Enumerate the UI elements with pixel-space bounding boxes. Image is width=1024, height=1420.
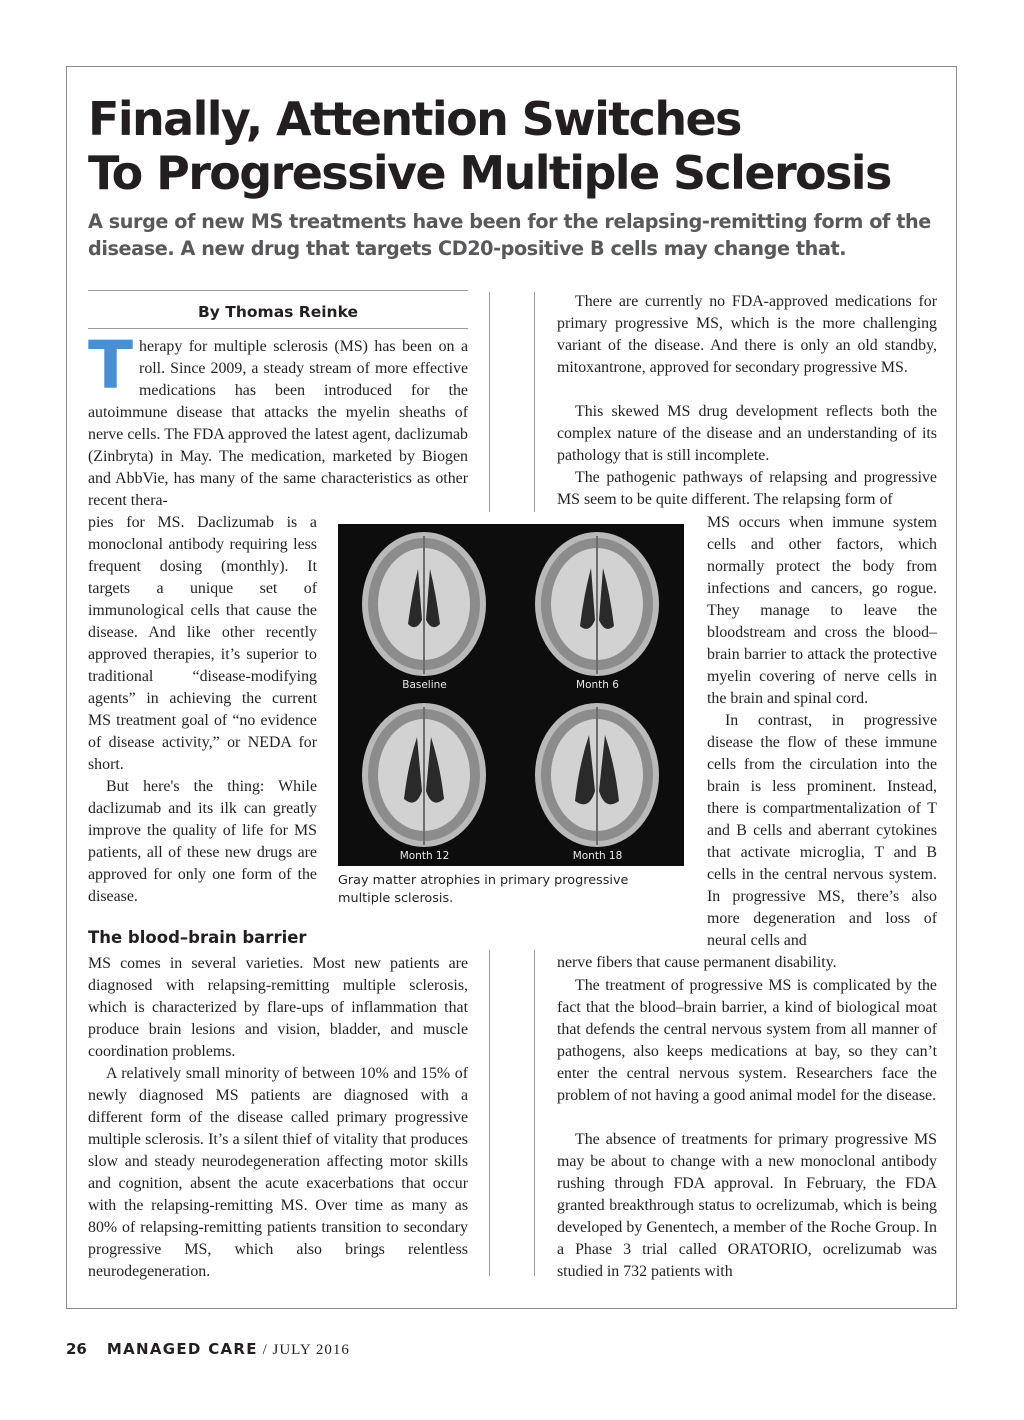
- scan-month-12: [338, 695, 511, 866]
- brain-scan-image: [338, 524, 511, 695]
- figure-caption: Gray matter atrophies in primary progressive multiple sclerosis.: [338, 873, 629, 906]
- byline: By Thomas Reinke: [197, 303, 358, 321]
- byline-rule-top: [88, 290, 468, 291]
- right-paragraph-2: This skewed MS drug development reflects both the complex nature of the disease and an understanding of its pathology that is still incomplete.: [557, 403, 937, 464]
- issue-date: / JULY 2016: [257, 1342, 350, 1358]
- right-paragraph-1: There are currently no FDA-approved medications for primary progressive MS, which is the more challenging variant of the disease. And there is only an old standby, mitoxantrone, approved for secondary progressive MS.: [557, 293, 937, 376]
- column-divider-top-right: [534, 292, 535, 512]
- intro-paragraph: [88, 327, 468, 512]
- article-subtitle: A surge of new MS treatments have been for the relapsing-remitting form of the disease. A new drug that targets CD20-positive B cells may change that.: [88, 210, 931, 260]
- column-divider-top: [489, 292, 490, 512]
- left-paragraph-1: MS comes in several varieties. Most new patients are diagnosed with relapsing-remitting multiple sclerosis, which is characterized by flare-ups of inflammation that produce brain lesions and vision, bladder, and muscle coordination problems.: [88, 955, 468, 1060]
- thing-paragraph: But here's the thing: While daclizumab and its ilk can greatly improve the quality of life for MS patients, all of these new drugs are approved for only one form of the disease.: [88, 778, 317, 905]
- scan-label-baseline: Baseline: [402, 679, 447, 691]
- dropcap-letter: T: [88, 327, 134, 404]
- page-footer: [66, 1340, 350, 1359]
- byline-rule-bottom: [88, 328, 468, 329]
- brain-scan-image: [511, 695, 684, 866]
- right-paragraph-6: The absence of treatments for primary progressive MS may be about to change with a new monoclonal antibody rushing through FDA approval. In February, the FDA granted breakthrough status to ocrelizumab, which is being developed by Genentech, a member of the Roche Group. In a Phase 3 trial called ORATORIO, ocrelizumab was studied in 732 patients with: [557, 1131, 937, 1280]
- article-title: [88, 92, 948, 200]
- scan-month-18: [511, 695, 684, 866]
- brain-scan-figure: [338, 524, 684, 866]
- title-line-1: Finally, Attention Switches: [88, 92, 741, 146]
- scan-label-month-12: Month 12: [399, 850, 450, 862]
- intro-text: herapy for multiple sclerosis (MS) has been on a roll. Since 2009, a steady stream of more effective medications has been introduced for the autoimmune disease that attacks the myelin sheaths of nerve cells. The FDA approved the latest agent, daclizumab (Zinbryta) in May. The medication, marketed by Biogen and AbbVie, has many of the same characteristics as other recent thera-: [88, 338, 468, 509]
- left-paragraph-2: A relatively small minority of between 10% and 15% of newly diagnosed MS patients are diagnosed with a different form of the disease called primary progressive multiple sclerosis. It’s a silent thief of vitality that produces slow and steady neurodegeneration affecting motor skills and cognition, absent the acute exacerbations that occur with the relapsing-remitting MS. Over time as many as 80% of relapsing-remitting patients transition to secondary progressive MS, which also brings relentless neurodegeneration.: [88, 1065, 468, 1280]
- scan-label-month-6: Month 6: [576, 679, 619, 691]
- scan-month-6: [511, 524, 684, 695]
- right-paragraph-4-end: nerve fibers that cause permanent disability.: [557, 954, 837, 971]
- scan-label-month-18: Month 18: [572, 850, 623, 862]
- section-heading: The blood–brain barrier: [88, 928, 307, 947]
- brain-scan-image: [511, 524, 684, 695]
- right-paragraph-3-top: The pathogenic pathways of relapsing and progressive MS seem to be quite different. The relapsing form of: [557, 469, 937, 508]
- intro-wrap-paragraph: pies for MS. Daclizumab is a monoclonal antibody requiring less frequent dosing (monthly). It targets a unique set of immunological cells that cause the disease. And like other recently approved therapies, it’s superior to traditional “disease-modifying agents” in achieving the current MS treatment goal of “no evidence of disease activity,” or NEDA for short.: [88, 514, 317, 773]
- column-divider-bottom: [489, 950, 490, 1276]
- right-paragraph-4-wrap: In contrast, in progressive disease the flow of these immune cells from the circulation into the brain is less prominent. Instead, there is compartmentalization of T and B cells and aberrant cytokines that activate microglia, T and B cells in the central nervous system. In progressive MS, there’s also more degeneration and loss of neural cells and: [707, 712, 937, 949]
- right-paragraph-5: The treatment of progressive MS is complicated by the fact that the blood–brain barrier, a kind of biological moat that defends the central nervous system from all manner of pathogens, also keeps medications at bay, so they can’t enter the central nervous system. Researchers face the problem of not having a good animal model for the disease.: [557, 977, 937, 1104]
- title-line-2: To Progressive Multiple Sclerosis: [88, 146, 891, 200]
- magazine-name: MANAGED CARE: [106, 1340, 258, 1358]
- page-number: 26: [66, 1340, 87, 1358]
- right-paragraph-3-wrap: MS occurs when immune system cells and other factors, which normally protect the body from infections and cancers, go rogue. They manage to leave the bloodstream and cross the blood–brain barrier to attack the protective myelin covering of nerve cells in the brain and spinal cord.: [707, 514, 937, 707]
- column-divider-bottom-right: [534, 950, 535, 1276]
- brain-scan-image: [338, 695, 511, 866]
- scan-baseline: [338, 524, 511, 695]
